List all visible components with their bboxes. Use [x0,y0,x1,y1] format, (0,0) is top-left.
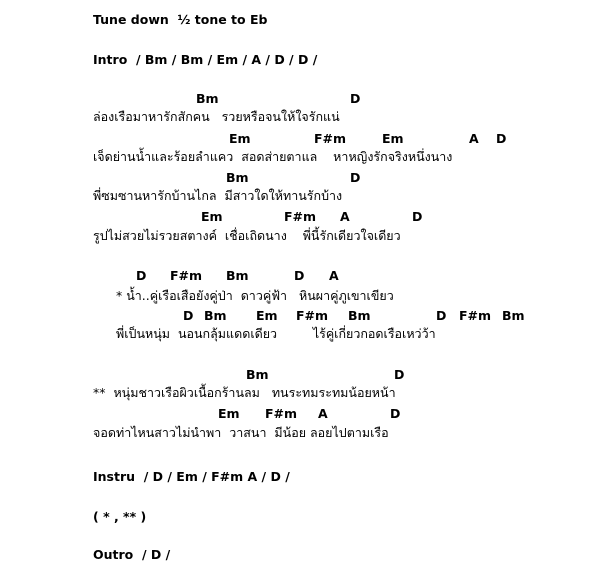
chord: Bm [502,308,525,323]
chord: A [340,209,350,224]
lyric-line: ** หนุ่มชาวเรือผิวเนื้อกร้านลม ทนระทมระทมน้อยหน้า [93,385,396,400]
chord: D [394,367,405,382]
chord: D [436,308,447,323]
chord: Bm [348,308,371,323]
chord: D [350,170,361,185]
chord: Em [229,131,251,146]
chord: Em [201,209,223,224]
chord: Bm [226,170,249,185]
chord: Em [256,308,278,323]
chord: D [412,209,423,224]
intro-line: Intro / Bm / Bm / Em / A / D / D / [93,52,318,67]
chord: Bm [246,367,269,382]
outro-line: Outro / D / [93,547,171,562]
chord: Bm [196,91,219,106]
chord: A [329,268,339,283]
chord: F#m [314,131,347,146]
chord: Em [218,406,240,421]
chord: D [294,268,305,283]
chord: D [350,91,361,106]
lyric-line: พี่ซมซานหารักบ้านไกล มีสาวใดให้ทานรักบ้าง [93,188,343,203]
lyric-line: รูปไม่สวยไม่รวยสตางค์ เชื่อเถิดนาง พี่นี้รักเดียวใจเดียว [93,228,401,243]
chord: F#m [170,268,203,283]
chord: F#m [296,308,329,323]
repeat-line: ( * , ** ) [93,509,147,524]
tuning-note: Tune down ½ tone to Eb [93,12,268,27]
chord: F#m [284,209,317,224]
chord: Bm [204,308,227,323]
chord: D [136,268,147,283]
lyric-line: * น้ำ..คู่เรือเสือยังคู่ป่า ดาวคู่ฟ้า หินผาคู่ภูเขาเขียว [116,288,394,303]
chord: D [390,406,401,421]
chord: A [469,131,479,146]
chord: D [183,308,194,323]
lyric-line: จอดท่าไหนสาวไม่นำพา วาสนา มีน้อย ลอยไปตามเรือ [93,425,389,440]
chord: Bm [226,268,249,283]
lyric-line: ล่องเรือมาหารักสักคน รวยหรือจนให้ใจรักแน่ [93,109,340,124]
chord: Em [382,131,404,146]
chord: D [496,131,507,146]
chord: A [318,406,328,421]
chord: F#m [459,308,492,323]
lyric-line: พี่เป็นหนุ่ม นอนกลุ้มแดดเดียว ไร้คู่เกี่ยวกอดเรือเหว่ว้า [116,326,436,341]
instrumental-line: Instru / D / Em / F#m A / D / [93,469,290,484]
chord: F#m [265,406,298,421]
lyric-line: เจ็ดย่านน้ำและร้อยลำแคว สอดส่ายตาแล หาหญิงรักจริงหนึ่งนาง [93,149,453,164]
